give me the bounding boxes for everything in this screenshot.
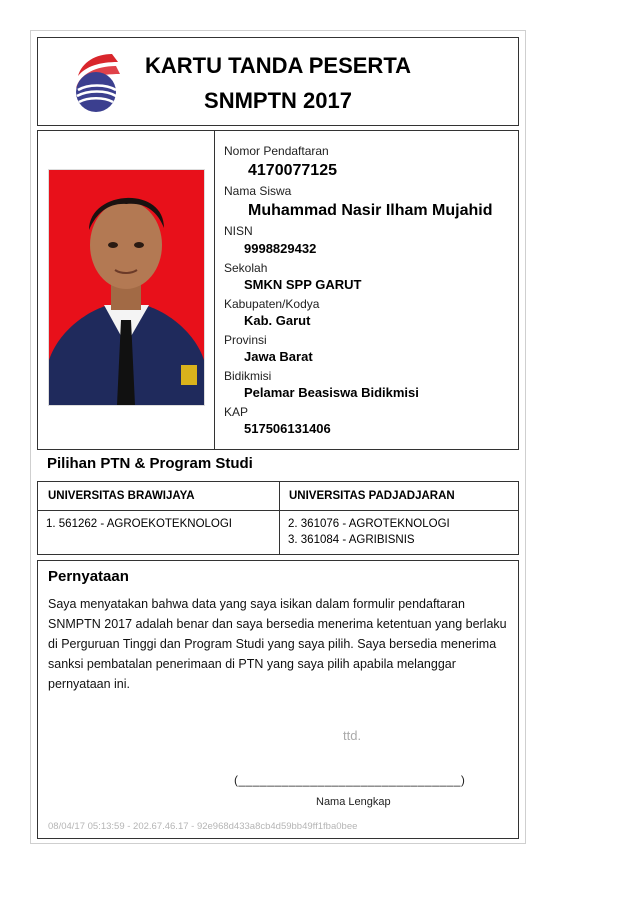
bidikmisi-label: Bidikmisi (224, 369, 272, 383)
footer-timestamp: 08/04/17 05:13:59 - 202.67.46.17 - 92e968d433a8cb4d59bb49ff1fba0bee (48, 821, 358, 832)
univ2-choice-2: 3. 361084 - AGRIBISNIS (288, 534, 415, 546)
participant-info (37, 130, 519, 450)
kap-label: KAP (224, 405, 249, 419)
sekolah-label: Sekolah (224, 261, 268, 275)
photo-cell (38, 131, 215, 449)
statement-body: Saya menyatakan bahwa data yang saya isikan dalam formulir pendaftaran SNMPTN 2017 adalah benar dan saya bersedia menerima ketentuan yang berlaku di Perguruan Tinggi dan Program Studi yang saya pilih. Saya bersedia menerima sanksi pembatalan penerimaan di PTN yang saya pilih apabila melanggar pernyataan ini. (48, 597, 507, 691)
univ1-choice-1: 1. 561262 - AGROEKOTEKNOLOGI (46, 518, 232, 530)
student-photo (48, 169, 205, 406)
kap-value: 517506131406 (244, 421, 331, 436)
card-subtitle: SNMPTN 2017 (204, 88, 352, 113)
signature-ttd: ttd. (343, 728, 362, 743)
nomor-value: 4170077125 (248, 162, 337, 179)
nisn-value: 9998829432 (244, 241, 317, 256)
signature-line: (_______________________________) (234, 773, 466, 787)
nama-value: Muhammad Nasir Ilham Mujahid (248, 202, 493, 219)
kabupaten-value: Kab. Garut (244, 313, 311, 328)
univ2-header: UNIVERSITAS PADJADJARAN (279, 482, 518, 511)
nama-label: Nama Siswa (224, 184, 292, 198)
kabupaten-label: Kabupaten/Kodya (224, 297, 320, 311)
statement-title: Pernyataan (48, 568, 129, 585)
signature-name-label: Nama Lengkap (316, 796, 391, 808)
univ1-header: UNIVERSITAS BRAWIJAYA (38, 482, 279, 511)
card-title: KARTU TANDA PESERTA (144, 53, 412, 78)
provinsi-value: Jawa Barat (244, 349, 313, 364)
sekolah-value: SMKN SPP GARUT (244, 277, 362, 292)
card-header (37, 37, 519, 126)
ptn-table (37, 481, 519, 555)
nisn-label: NISN (224, 224, 253, 238)
nomor-label: Nomor Pendaftaran (224, 144, 329, 158)
column-divider (279, 482, 280, 554)
statement-box (37, 560, 519, 839)
univ2-choice-1: 2. 361076 - AGROTEKNOLOGI (288, 518, 450, 530)
bidikmisi-value: Pelamar Beasiswa Bidikmisi (244, 385, 419, 400)
snmptn-logo-icon (66, 48, 126, 114)
ptn-section-title: Pilihan PTN & Program Studi (47, 455, 253, 472)
provinsi-label: Provinsi (224, 333, 267, 347)
